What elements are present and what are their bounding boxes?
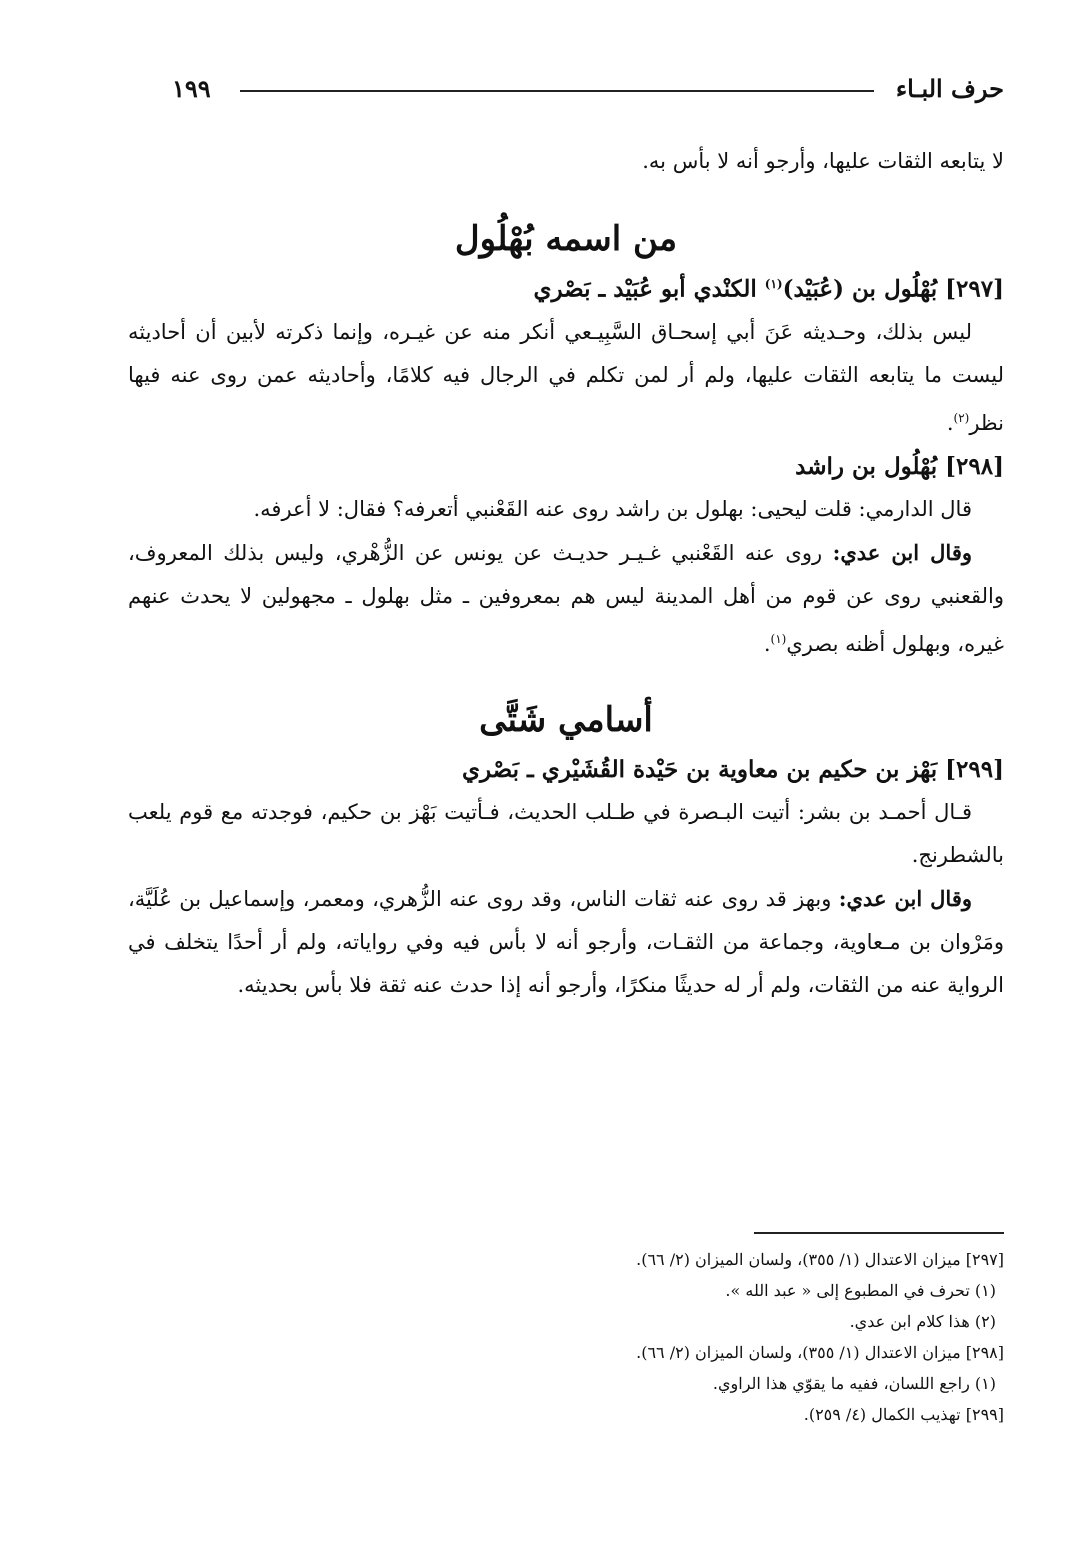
footnote-297: [٢٩٧] ميزان الاعتدال (١/ ٣٥٥)، ولسان الميزان (٢/ ٦٦). [636, 1250, 1004, 1269]
entry-297-end: . [946, 410, 954, 435]
footnote-rule [754, 1232, 1004, 1234]
entry-298-paragraph-2 [128, 531, 1004, 666]
entry-298-lead: وقال ابن عدي: [832, 539, 972, 565]
entry-297-footnote-ref: (٢) [953, 410, 970, 425]
page-header [160, 70, 1004, 110]
entry-299-text: وبهز قد روى عنه ثقات الناس، وقد روى عنه الزُّهري، ومعمر، وإسماعيل بن عُلَيَّة، ومَرْوان بن مـعاوية، وجماعة من الثقـات، وأرجو أنه لا بأس فيه وفي رواياته، ولم أر أحدًا يتخلف في الرواية عنه من الثقات، ولم أر له حديثًا منكرًا، وأرجو أنه إذا حدث عنه ثقة فلا بأس بحديثه. [128, 886, 1004, 997]
entry-299-title: [٢٩٩] بَهْز بن حكيم بن معاوية بن حَيْدة القُشَيْري ـ بَصْري [461, 755, 1004, 783]
entry-299-lead: وقال ابن عدي: [838, 885, 972, 911]
footnote-297-1: (١) تحرف في المطبوع إلى « عبد الله ». [725, 1281, 996, 1300]
entry-298-footnote-ref: (١) [770, 631, 787, 646]
footnote-299: [٢٩٩] تهذيب الكمال (٤/ ٢٥٩). [803, 1405, 1004, 1424]
running-title: حرف البـاء [895, 74, 1004, 103]
header-rule [240, 90, 874, 92]
entry-298-title: [٢٩٨] بُهْلُول بن راشد [795, 452, 1004, 480]
footnote-298: [٢٩٨] ميزان الاعتدال (١/ ٣٥٥)، ولسان الميزان (٢/ ٦٦). [636, 1343, 1004, 1362]
entry-297-paragraph [128, 311, 1004, 445]
entry-298-end: . [763, 631, 771, 656]
section-title-misc: أسامي شَتَّى [479, 699, 653, 740]
page-body [128, 140, 1004, 1007]
entry-297-text: ليس بذلك، وحـديثه عَنَ أبي إسحـاق السَّبِيـعي أنكر منه عن غيـره، وإنما ذكرته لأبين أن أحاديثه ليست ما يتابعه الثقات عليها، ولم أر لمن تكلم في الرجال فيه كلامًا، وأحاديثه عمن روى عنه فيها نظر [128, 319, 1004, 435]
footnote-297-2: (٢) هذا كلام ابن عدي. [849, 1312, 996, 1331]
page-number: ١٩٩ [172, 74, 211, 103]
entry-298-text: روى عنه القَعْنبي غـيـر حديـث عن يونس عن الزُّهْري، وليس بذلك المعروف، والقعنبي روى عن قوم من أهل المدينة ليس هم بمعروفين ـ مثل بهلول ـ مجهولين لا يحدث عنهم غيره، وبهلول أظنه بصري [128, 540, 1004, 656]
section-title-bahlul: من اسمه بُهْلُول [454, 219, 678, 259]
entry-297-title-footnote-ref: (١) [764, 277, 783, 291]
continued-paragraph: لا يتابعه الثقات عليها، وأرجو أنه لا بأس به. [642, 149, 1004, 173]
entry-297-title-b: الكنْدي أبو عُبَيْد ـ بَصْري [533, 275, 765, 303]
entry-299-paragraph-1: قـال أحمـد بن بشر: أتيت البـصرة في طـلب الحديث، فـأتيت بَهْز بن حكيم، فوجدته مع قوم يلعب بالشطرنج. [128, 799, 1004, 867]
entry-297-title-a: [٢٩٧] بُهْلُول بن (عُبَيْد) [782, 275, 1004, 303]
entry-298-paragraph-1: قال الدارمي: قلت ليحيى: بهلول بن راشد روى عنه القَعْنبي أتعرفه؟ فقال: لا أعرفه. [253, 496, 972, 521]
footnote-298-1: (١) راجع اللسان، ففيه ما يقوّي هذا الراوي. [712, 1374, 996, 1393]
entry-299-paragraph-2 [128, 877, 1004, 1007]
footnotes [128, 1244, 1004, 1430]
entry-297-title [128, 263, 1004, 311]
